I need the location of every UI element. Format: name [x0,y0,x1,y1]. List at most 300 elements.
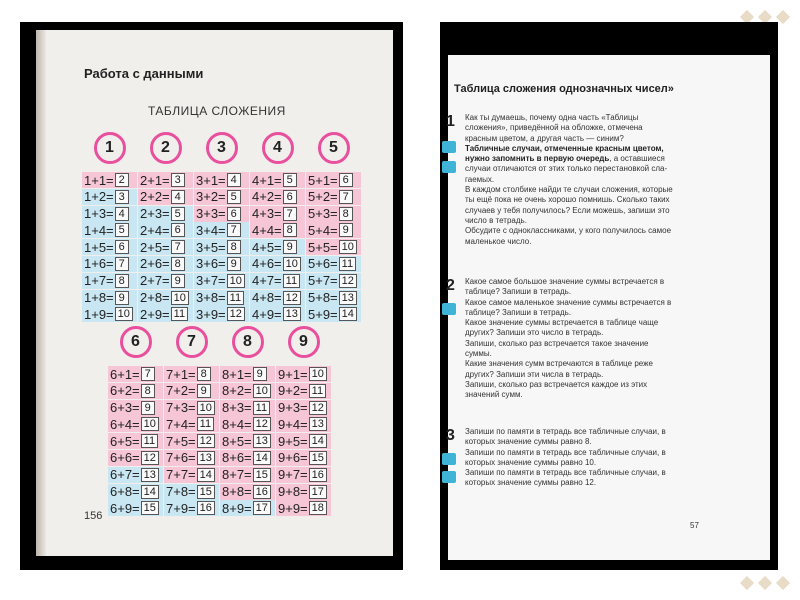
sum-box: 10 [309,367,327,381]
pencil-icon [442,453,456,465]
sum-box: 7 [171,240,185,254]
sum-box: 14 [197,468,215,482]
table-row [250,256,305,272]
sum-box: 11 [283,274,300,288]
task-line: Запиши по памяти в тетрадь все табличные случаи, в [465,427,666,436]
table-row [276,366,331,382]
sum-box: 2 [115,173,129,187]
table-row [194,273,249,289]
task-text [465,427,765,489]
table-row [276,433,331,449]
addition-expression: 6+7= [110,467,140,483]
table-row [108,500,163,516]
diamond-decor [776,576,790,590]
sum-box: 8 [197,367,211,381]
table-row [138,256,193,272]
table-row [250,306,305,322]
sum-box: 11 [197,417,214,431]
task-line: ты ещё пока не очень хорошо помнишь. Сколько таких [465,195,670,205]
sum-box: 15 [253,468,271,482]
table-column [138,132,193,323]
table-row [220,383,275,399]
sum-box: 11 [253,401,270,415]
column-number-circle: 5 [318,132,350,164]
sum-box: 16 [309,468,327,482]
addition-expression: 7+3= [166,400,196,416]
table-row [276,450,331,466]
table-row [276,383,331,399]
table-row [108,433,163,449]
addition-expression: 6+6= [110,450,140,466]
table-row [220,366,275,382]
table-row [250,206,305,222]
addition-expression: 9+6= [278,450,308,466]
addition-expression: 3+9= [196,306,226,322]
table-row [138,239,193,255]
table-row [194,189,249,205]
task-line: Обсудите с одноклассниками, у кого получилось самое [465,226,672,236]
sum-box: 12 [253,417,271,431]
sum-box: 13 [141,468,159,482]
pencil-icon [442,141,456,153]
addition-expression: 1+7= [84,273,114,289]
addition-expression: 4+1= [252,172,282,188]
table-row [306,273,361,289]
addition-expression: 3+5= [196,239,226,255]
sum-box: 7 [227,223,241,237]
task-line: гаемых. [465,174,495,184]
table-row [250,239,305,255]
table-row [82,222,137,238]
sum-box: 3 [115,190,129,204]
sum-box: 16 [197,501,215,515]
sum-box: 3 [171,173,185,187]
task-line: Какое значение суммы встречается в таблице чаще [465,318,659,328]
sum-box: 17 [253,501,271,515]
sum-box: 14 [339,307,357,321]
table-row [164,450,219,466]
table-row [82,239,137,255]
task-2 [448,277,770,407]
table-column [164,326,219,517]
addition-expression: 5+1= [308,172,338,188]
table-row [306,206,361,222]
sum-box: 16 [253,485,271,499]
table-row [194,222,249,238]
table-column [194,132,249,323]
sum-box: 5 [283,173,297,187]
task-number: 3 [446,427,455,444]
table-row [108,416,163,432]
task-line: таблице? Запиши в тетрадь. [465,287,572,297]
sum-box: 7 [339,190,353,204]
task-text-fragment: , а оставшиеся [609,154,665,164]
table-row [220,500,275,516]
addition-expression: 1+8= [84,290,114,306]
sum-box: 10 [115,307,133,321]
sum-box: 10 [253,384,271,398]
table-row [164,400,219,416]
pencil-icon [442,471,456,483]
table-row [138,189,193,205]
addition-expression: 3+8= [196,290,226,306]
addition-expression: 8+5= [222,433,252,449]
table-row [276,484,331,500]
addition-expression: 8+6= [222,450,252,466]
addition-expression: 9+1= [278,366,308,382]
addition-expression: 4+8= [252,290,282,306]
task-line: таблице? Запиши в тетрадь. [465,307,572,317]
sum-box: 8 [171,257,185,271]
table-row [250,222,305,238]
sum-box: 13 [309,417,327,431]
sum-box: 5 [227,190,241,204]
sum-box: 12 [141,451,159,465]
table-row [194,172,249,188]
table-row [164,484,219,500]
sum-box: 9 [253,367,267,381]
addition-expression: 6+3= [110,400,140,416]
addition-expression: 7+5= [166,433,196,449]
sum-box: 6 [171,223,185,237]
addition-expression: 2+7= [140,273,170,289]
addition-expression: 4+6= [252,256,282,272]
sum-box: 11 [171,307,188,321]
addition-expression: 8+1= [222,366,252,382]
table-row [220,416,275,432]
table-row [82,189,137,205]
sum-box: 11 [227,291,244,305]
sum-box: 12 [227,307,245,321]
sum-box: 12 [197,434,215,448]
table-row [138,172,193,188]
addition-expression: 7+6= [166,450,196,466]
table-row [194,206,249,222]
table-row [108,484,163,500]
table-row [82,306,137,322]
sum-box: 6 [283,190,297,204]
table-row [194,290,249,306]
sum-box: 8 [115,274,129,288]
addition-expression: 5+4= [308,222,338,238]
table-row [82,256,137,272]
task-line: Какое самое маленькое значение суммы встречается в [465,297,672,307]
sum-box: 13 [339,291,357,305]
addition-expression: 4+9= [252,306,282,322]
addition-expression: 7+2= [166,383,196,399]
sum-box: 8 [141,384,155,398]
sum-box: 14 [141,485,159,499]
table-row [250,290,305,306]
addition-expression: 5+3= [308,206,338,222]
addition-expression: 2+5= [140,239,170,255]
task-line: маленькое число. [465,236,532,246]
book-spine [36,30,46,556]
sum-box: 9 [171,274,185,288]
addition-expression: 7+1= [166,366,196,382]
section-title: Таблица сложения однозначных чисел» [454,83,674,95]
table-row [108,450,163,466]
addition-expression: 8+8= [222,484,252,500]
sum-box: 10 [197,401,215,415]
sum-box: 9 [283,240,297,254]
addition-expression: 5+9= [308,306,338,322]
table-row [220,484,275,500]
sum-box: 6 [227,207,241,221]
task-text [465,113,765,247]
page-number: 57 [690,521,699,530]
table-column [82,132,137,323]
addition-expression: 2+1= [140,172,170,188]
diamond-decor [740,576,754,590]
table-row [164,416,219,432]
table-row [138,306,193,322]
addition-expression: 4+4= [252,222,282,238]
task-line: Какое самое большое значение суммы встречается в [465,277,665,286]
table-row [194,239,249,255]
table-row [220,400,275,416]
addition-expression: 3+7= [196,273,226,289]
table-row [306,239,361,255]
addition-expression: 9+3= [278,400,308,416]
table-row [82,290,137,306]
bold-text: Табличные случаи, отмеченные красным цветом, [465,143,664,153]
sum-box: 12 [309,401,327,415]
diamond-decor [758,576,772,590]
sum-box: 6 [115,240,129,254]
task-line: случаи отличаются от этих только перестановкой сла- [465,164,668,174]
task-text [465,277,765,401]
addition-expression: 6+2= [110,383,140,399]
addition-expression: 1+9= [84,306,114,322]
task-line: Запиши, сколько раз встречается такое значение [465,338,649,348]
sum-box: 9 [141,401,155,415]
table-row [108,383,163,399]
addition-expression: 3+3= [196,206,226,222]
sum-box: 4 [115,207,129,221]
table-row [220,433,275,449]
table-column [220,326,275,517]
addition-expression: 9+8= [278,484,308,500]
sum-box: 10 [283,257,301,271]
table-column [306,132,361,323]
table-row [250,189,305,205]
sum-box: 8 [283,223,297,237]
table-title: ТАБЛИЦА СЛОЖЕНИЯ [148,104,286,118]
addition-expression: 8+3= [222,400,252,416]
task-line: красным цветом, а другая часть — синим? [465,133,624,143]
task-line: случаев у тебя получилось? Если можешь, запиши это [465,205,670,215]
task-line: которых значение суммы равно 10. [465,457,597,467]
sum-box: 7 [115,257,129,271]
addition-expression: 7+7= [166,467,196,483]
sum-box: 10 [227,274,245,288]
sum-box: 9 [115,291,129,305]
sum-box: 17 [309,485,327,499]
sum-box: 5 [171,207,185,221]
task-3 [448,427,770,497]
pencil-icon [442,161,456,173]
addition-expression: 6+9= [110,500,140,516]
addition-expression: 1+1= [84,172,114,188]
addition-expression: 6+5= [110,433,140,449]
addition-expression: 6+4= [110,416,140,432]
addition-expression: 6+1= [110,366,140,382]
addition-expression: 3+6= [196,256,226,272]
addition-expression: 5+6= [308,256,338,272]
task-line: сложения», приведённой на обложке, отмечена [465,123,643,133]
addition-expression: 2+4= [140,222,170,238]
table-row [138,290,193,306]
task-line: которых значение суммы равно 12. [465,478,597,488]
task-line: число в тетрадь. [465,215,527,225]
addition-expression: 1+4= [84,222,114,238]
page-number: 156 [84,510,103,522]
sum-box: 4 [171,190,185,204]
right-book-page [448,55,770,560]
table-row [108,366,163,382]
addition-expression: 4+5= [252,239,282,255]
task-number: 1 [446,113,455,130]
sum-box: 10 [339,240,357,254]
addition-expression: 3+4= [196,222,226,238]
addition-expression: 1+6= [84,256,114,272]
table-row [164,383,219,399]
addition-expression: 4+7= [252,273,282,289]
table-row [138,273,193,289]
task-line: Запиши по памяти в тетрадь все табличные случаи, в [465,468,666,478]
addition-expression: 2+8= [140,290,170,306]
addition-expression: 4+2= [252,189,282,205]
sum-box: 13 [197,451,215,465]
table-row [306,290,361,306]
addition-expression: 9+4= [278,416,308,432]
pencil-icon [442,303,456,315]
sum-box: 15 [197,485,215,499]
addition-expression: 2+3= [140,206,170,222]
addition-expression: 6+8= [110,484,140,500]
task-line [465,154,765,164]
sum-box: 4 [227,173,241,187]
column-number-circle: 1 [94,132,126,164]
sum-box: 10 [171,291,189,305]
task-line: других? Запиши эти числа в тетрадь. [465,369,604,379]
sum-box: 11 [141,434,158,448]
table-row [108,467,163,483]
addition-expression: 9+9= [278,500,308,516]
column-number-circle: 6 [120,326,152,358]
addition-expression: 8+2= [222,383,252,399]
column-number-circle: 8 [232,326,264,358]
addition-expression: 3+2= [196,189,226,205]
table-row [250,273,305,289]
addition-expression: 8+7= [222,467,252,483]
table-column [276,326,331,517]
column-number-circle: 3 [206,132,238,164]
sum-box: 14 [309,434,327,448]
task-line: значений сумм. [465,390,523,400]
addition-expression: 5+5= [308,239,338,255]
section-title: Работа с данными [84,66,204,81]
sum-box: 12 [283,291,301,305]
task-1 [448,113,770,263]
table-row [82,206,137,222]
sum-box: 15 [141,501,159,515]
table-column [250,132,305,323]
table-row [138,206,193,222]
bold-text: нужно запомнить в первую очередь [465,154,610,164]
addition-expression: 1+2= [84,189,114,205]
column-number-circle: 2 [150,132,182,164]
table-row [306,172,361,188]
sum-box: 15 [309,451,327,465]
addition-expression: 4+3= [252,206,282,222]
sum-box: 6 [339,173,353,187]
table-row [220,450,275,466]
addition-expression: 5+7= [308,273,338,289]
sum-box: 9 [339,223,353,237]
task-line: суммы. [465,349,492,359]
table-row [306,189,361,205]
column-number-circle: 7 [176,326,208,358]
table-row [108,400,163,416]
addition-expression: 2+6= [140,256,170,272]
table-row [306,306,361,322]
task-line [465,144,765,154]
addition-expression: 8+4= [222,416,252,432]
sum-box: 18 [309,501,327,515]
addition-expression: 1+3= [84,206,114,222]
table-row [194,256,249,272]
table-row [306,222,361,238]
left-book-page [36,30,393,556]
addition-expression: 2+2= [140,189,170,205]
task-line: других? Запиши это число в тетрадь. [465,328,604,338]
table-row [276,467,331,483]
diamond-decor [776,10,790,24]
addition-expression: 8+9= [222,500,252,516]
addition-expression: 2+9= [140,306,170,322]
addition-expression: 7+4= [166,416,196,432]
task-line: Запиши, сколько раз встречается каждое из этих [465,379,648,389]
task-line: Как ты думаешь, почему одна часть «Таблицы [465,113,639,122]
task-number: 2 [446,277,455,294]
sum-box: 13 [283,307,301,321]
task-line: Запиши по памяти в тетрадь все табличные случаи, в [465,447,666,457]
table-row [164,467,219,483]
sum-box: 7 [283,207,297,221]
sum-box: 7 [141,367,155,381]
table-row [82,273,137,289]
sum-box: 5 [115,223,129,237]
task-line: которых значение суммы равно 8. [465,437,592,447]
table-row [276,416,331,432]
addition-expression: 9+2= [278,383,308,399]
addition-expression: 9+7= [278,467,308,483]
table-row [276,400,331,416]
sum-box: 8 [339,207,353,221]
sum-box: 12 [339,274,357,288]
sum-box: 11 [339,257,356,271]
sum-box: 9 [197,384,211,398]
addition-expression: 7+8= [166,484,196,500]
table-row [250,172,305,188]
table-column [108,326,163,517]
table-row [164,366,219,382]
sum-box: 14 [253,451,271,465]
sum-box: 8 [227,240,241,254]
sum-box: 10 [141,417,159,431]
